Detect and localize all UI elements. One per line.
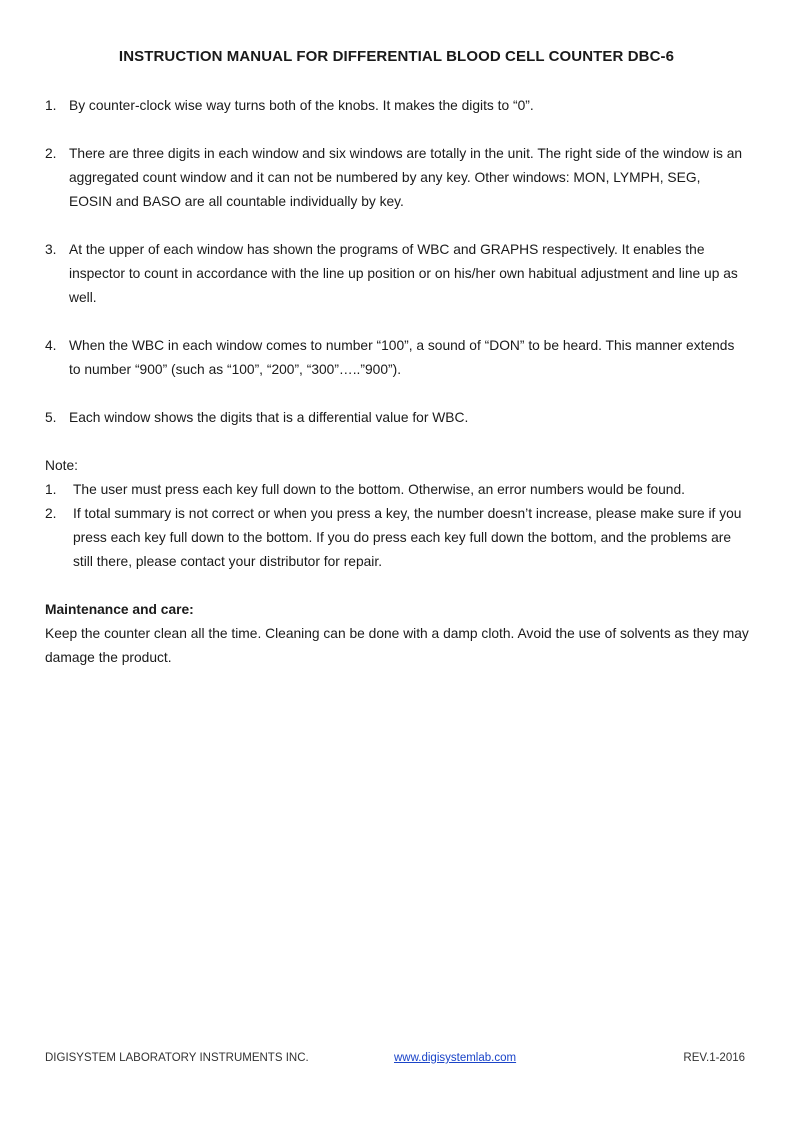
step-number: 1.: [45, 98, 57, 113]
step-text: Each window shows the digits that is a differential value for WBC.: [69, 410, 469, 425]
note-text: The user must press each key full down to the bottom. Otherwise, an error numbers would be found.: [73, 482, 685, 497]
step-text: There are three digits in each window and six windows are totally in the unit. The right side of the window is an aggregated count window and it can not be numbered by any key. Other windows: MON, LYMPH, SEG, EOSIN and BASO are all countable individually by key.: [69, 146, 743, 209]
maintenance-heading: Maintenance and care:: [45, 602, 194, 617]
step-text: By counter-clock wise way turns both of the knobs. It makes the digits to “0”.: [69, 98, 534, 113]
step-number: 2.: [45, 146, 57, 161]
step-number: 4.: [45, 338, 57, 353]
step-item-1: [45, 94, 745, 118]
footer-website-link[interactable]: www.digisystemlab.com: [394, 1052, 517, 1064]
step-item-4: [45, 334, 745, 382]
step-item-2: [45, 142, 745, 214]
step-number: 3.: [45, 242, 57, 257]
document-title: INSTRUCTION MANUAL FOR DIFFERENTIAL BLOOD CELL COUNTER DBC-6: [118, 48, 675, 65]
note-number: 2.: [45, 506, 57, 521]
footer-company: DIGISYSTEM LABORATORY INSTRUMENTS INC.: [45, 1052, 309, 1064]
note-number: 1.: [45, 482, 57, 497]
note-item-1: [45, 478, 750, 502]
step-item-3: [45, 238, 745, 310]
step-number: 5.: [45, 410, 57, 425]
footer-revision: REV.1-2016: [683, 1052, 745, 1064]
step-text: When the WBC in each window comes to number “100”, a sound of “DON” to be heard. This manner extends to number “900” (such as “100”, “200”, “300”…..”900”).: [69, 338, 735, 377]
step-text: At the upper of each window has shown the programs of WBC and GRAPHS respectively. It enables the inspector to count in accordance with the line up position or on his/her own habitual adjustment and line up as well.: [69, 242, 738, 305]
note-label: Note:: [45, 458, 78, 473]
note-item-2: [45, 502, 750, 574]
maintenance-body: Keep the counter clean all the time. Cleaning can be done with a damp cloth. Avoid the use of solvents as they may damage the product.: [45, 626, 749, 665]
note-text: If total summary is not correct or when you press a key, the number doesn’t increase, please make sure if you press each key full down to the bottom. If you do press each key full down the bottom, and the problems are still there, please contact your distributor for repair.: [73, 506, 742, 569]
step-item-5: [45, 406, 745, 430]
